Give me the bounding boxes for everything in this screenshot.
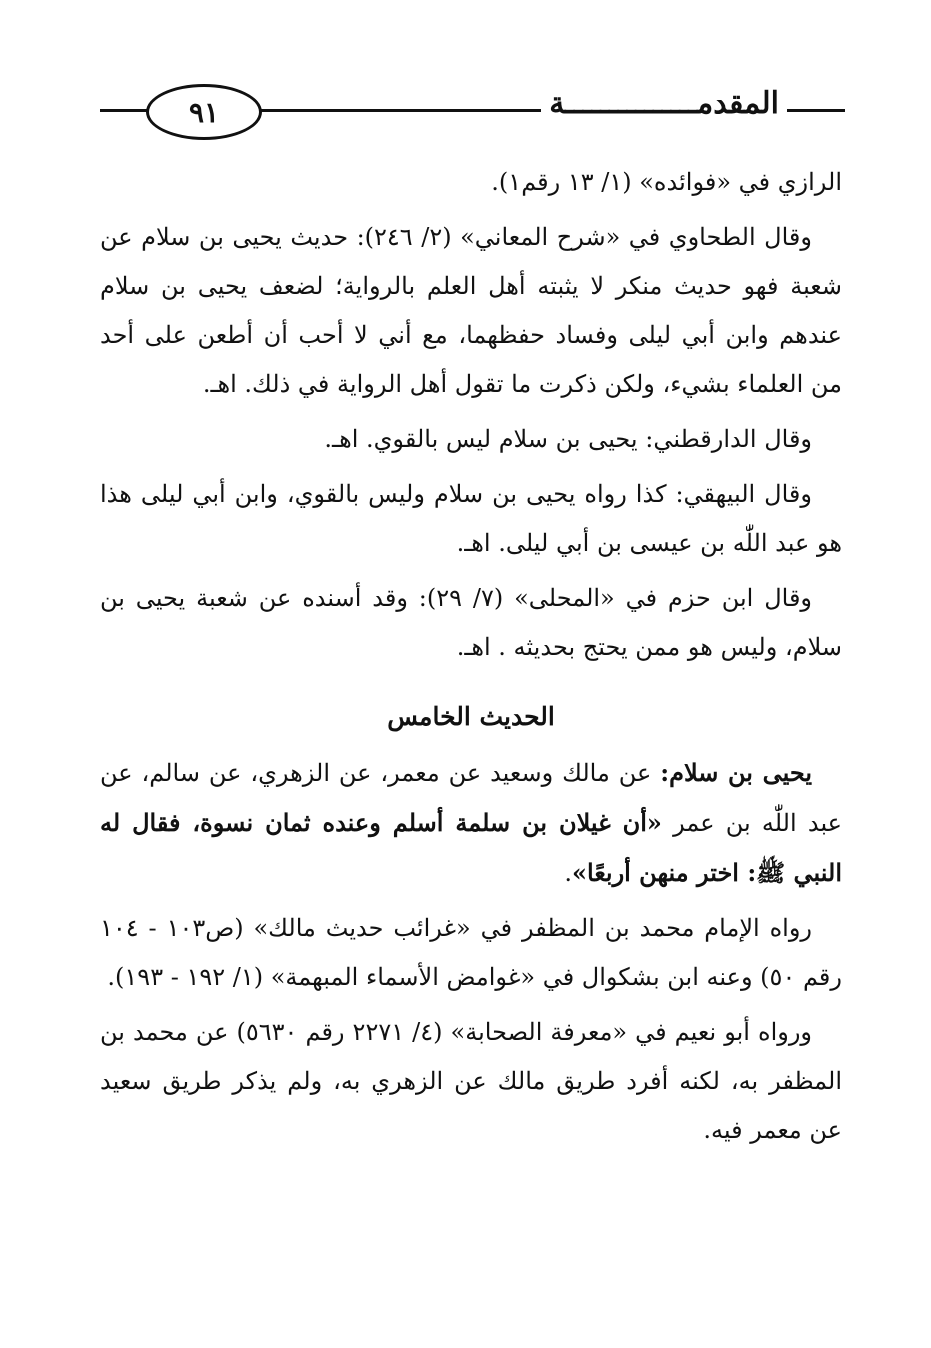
paragraph: وقال الطحاوي في «شرح المعاني» (٢/ ٢٤٦): حديث يحيى بن سلام عن شعبة فهو حديث منكر لا يثبته أهل العلم بالرواية؛ لضعف يحيى بن سلام عندهم وابن أبي ليلى وفساد حفظهما، مع أني لا أحب أن أطعن على أحد من العلماء بشيء، ولكن ذكرت ما تقول أهل الرواية في ذلك. اهـ. xyxy=(100,223,842,398)
hadith-matn: «أن غيلان بن سلمة أسلم وعنده ثمان نسوة، فقال له النبي ﷺ: اختر منهن أربعًا» xyxy=(100,808,842,887)
page-number-text: ٩١ xyxy=(188,95,220,129)
hadith-narrator: يحيى بن سلام: xyxy=(660,758,812,787)
page-number xyxy=(146,84,262,140)
page-header xyxy=(100,78,845,138)
hadith-end: . xyxy=(564,859,572,887)
paragraph: وقال ابن حزم في «المحلى» (٧/ ٢٩): وقد أسنده عن شعبة يحيى بن سلام، وليس هو ممن يحتج بحديثه . اهـ. xyxy=(100,584,842,661)
paragraph: رواه الإمام محمد بن المظفر في «غرائب حديث مالك» (ص١٠٣ - ١٠٤ رقم ٥٠) وعنه ابن بشكوال في «غوامض الأسماء المبهمة» (١/ ١٩٢ - ١٩٣). xyxy=(100,914,842,991)
paragraph: وقال الدارقطني: يحيى بن سلام ليس بالقوي. اهـ. xyxy=(324,425,812,453)
page-body xyxy=(100,158,842,1161)
section-heading: الحديث الخامس xyxy=(387,702,555,731)
paragraph: الرازي في «فوائده» (١/ ١٣ رقم١). xyxy=(491,168,842,196)
hadith-chain: عن مالك وسعيد عن معمر، عن الزهري، عن سالم، عن عبد اللّٰه بن عمر xyxy=(100,759,843,837)
running-title: المقدمـــــــــــــــة xyxy=(541,82,787,126)
paragraph: ورواه أبو نعيم في «معرفة الصحابة» (٤/ ٢٢٧١ رقم ٥٦٣٠) عن محمد بن المظفر به، لكنه أفرد طريق مالك عن الزهري به، ولم يذكر طريق سعيد عن معمر فيه. xyxy=(100,1018,842,1144)
hadith-paragraph xyxy=(100,748,842,898)
paragraph: وقال البيهقي: كذا رواه يحيى بن سلام وليس بالقوي، وابن أبي ليلى هذا هو عبد اللّٰه بن عيسى بن أبي ليلى. اهـ. xyxy=(100,480,842,557)
